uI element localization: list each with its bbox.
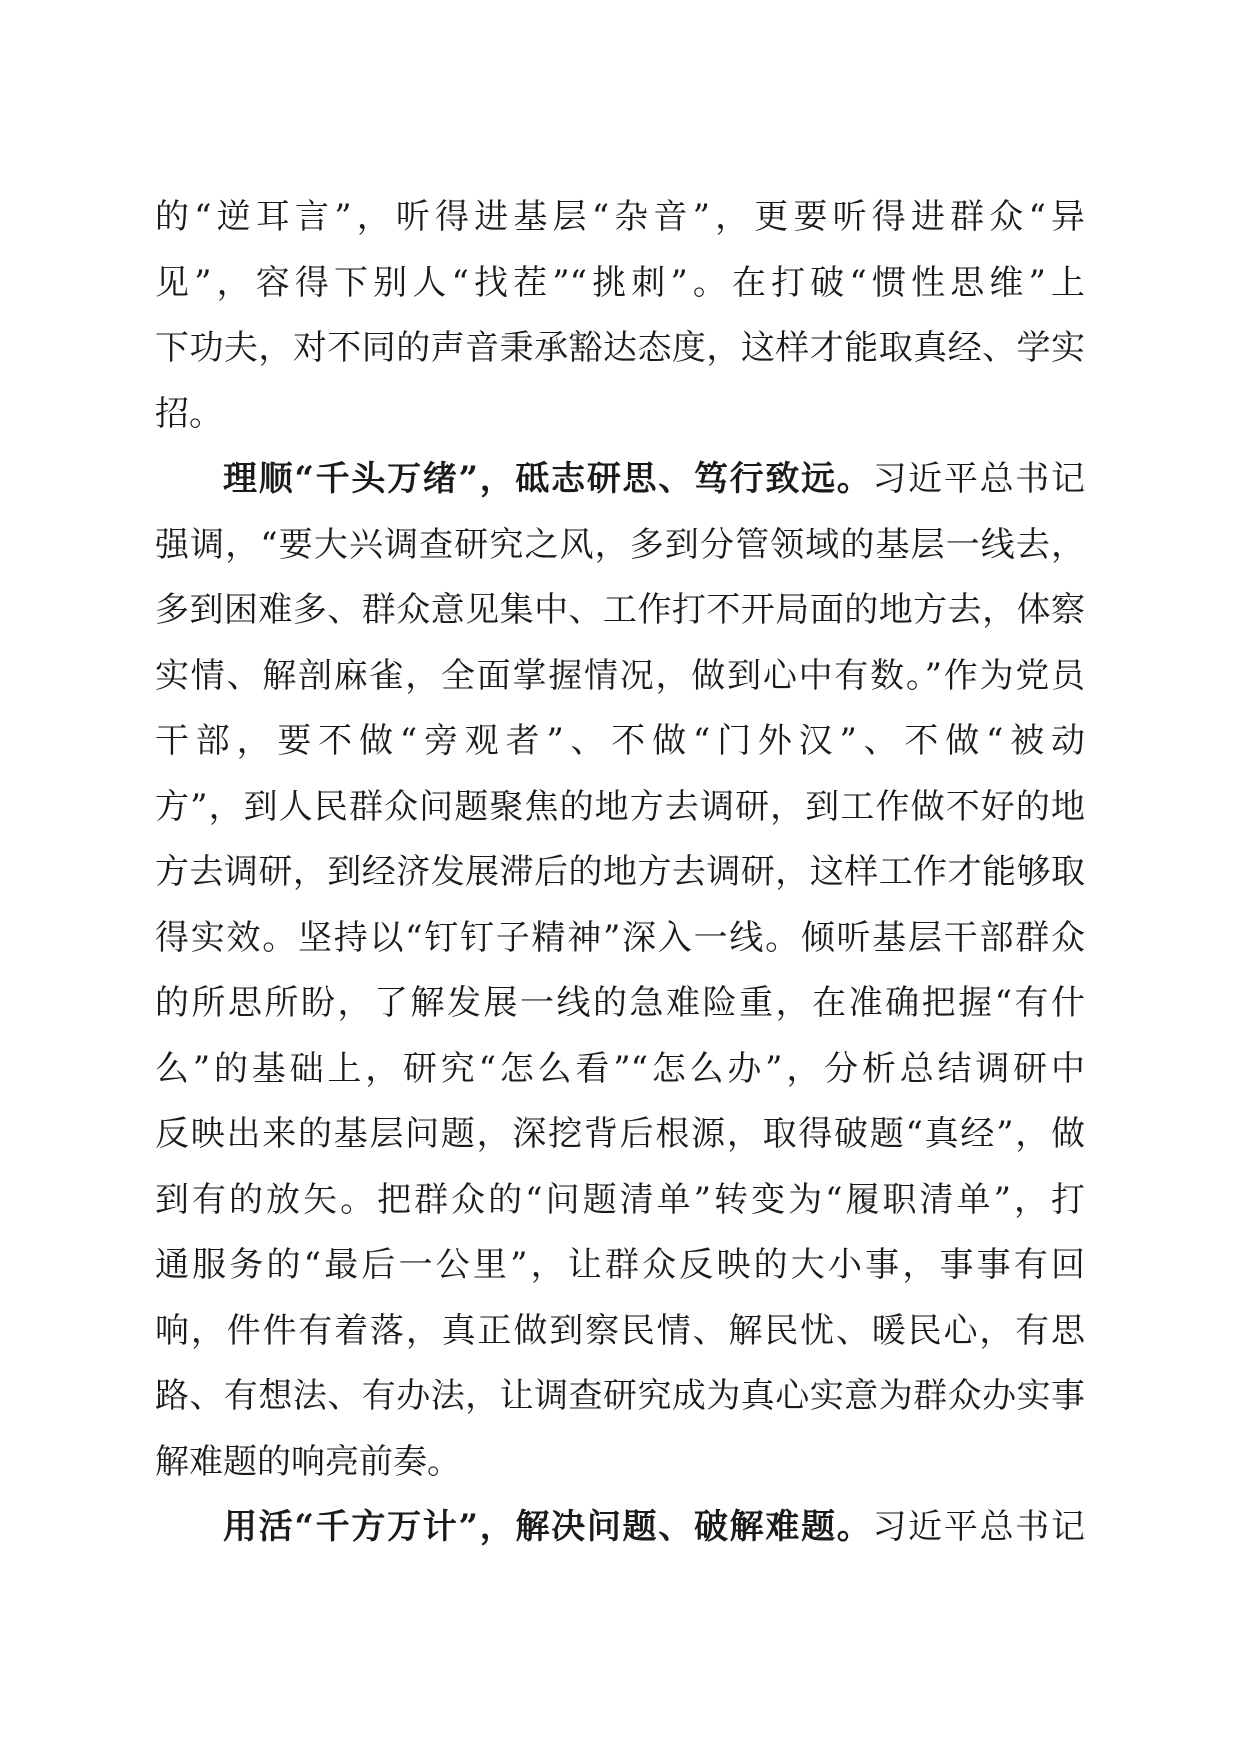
paragraph-2-line: 方去调研，到经济发展滞后的地方去调研，这样工作才能够取 (155, 852, 1085, 892)
paragraph-2-line: 到有的放矢。把群众的“问题清单”转变为“履职清单”，打 (155, 1179, 1085, 1220)
paragraph-2-line: 得实效。坚持以“钉钉子精神”深入一线。倾听基层干部群众 (155, 917, 1085, 958)
paragraph-2-last-line: 解难题的响亮前奏。 (155, 1441, 461, 1482)
paragraph-3-first-line (155, 1495, 1085, 1561)
paragraph-1-line-2: 见”，容得下别人“找茬”“挑刺”。在打破“惯性思维”上 (155, 262, 1085, 303)
paragraph-2-line: 干部，要不做“旁观者”、不做“门外汉”、不做“被动 (155, 721, 1085, 761)
paragraph-1-line-1: 的“逆耳言”，听得进基层“杂音”，更要听得进群众“异 (155, 197, 1085, 237)
paragraph-2-line: 通服务的“最后一公里”，让群众反映的大小事，事事有回 (155, 1245, 1085, 1285)
paragraph-2-line: 方”，到人民群众问题聚焦的地方去调研，到工作做不好的地 (155, 786, 1085, 827)
paragraph-2-line: 反映出来的基层问题，深挖背后根源，取得破题“真经”，做 (155, 1114, 1085, 1154)
paragraph-2-line: 强调，“要大兴调查研究之风，多到分管领域的基层一线去， (155, 524, 1085, 565)
paragraph-2-lead-heading: 理顺“千头万绪”，砥志研思、笃行致远。 (223, 459, 873, 499)
paragraph-2-line: 路、有想法、有办法，让调查研究成为真心实意为群众办实事 (155, 1376, 1085, 1416)
paragraph-3-first-line-rest: 习近平总书记 (872, 1507, 1085, 1547)
paragraph-2-line: 的所思所盼，了解发展一线的急难险重，在准确把握“有什 (155, 983, 1085, 1023)
paragraph-1-line-4: 招。 (155, 393, 223, 434)
paragraph-1 (155, 185, 1085, 447)
document-page (155, 185, 1085, 1561)
paragraph-3-lead-heading: 用活“千方万计”，解决问题、破解难题。 (223, 1507, 873, 1547)
paragraph-2-line: 实情、解剖麻雀，全面掌握情况，做到心中有数。”作为党员 (155, 655, 1085, 696)
paragraph-2-first-line (155, 447, 1085, 513)
paragraph-2-first-line-rest: 习近平总书记 (872, 459, 1085, 499)
paragraph-3 (155, 1495, 1085, 1561)
paragraph-2-line: 么”的基础上，研究“怎么看”“怎么办”，分析总结调研中 (155, 1048, 1085, 1089)
paragraph-2-line: 响，件件有着落，真正做到察民情、解民忧、暖民心，有思 (155, 1310, 1085, 1351)
paragraph-2 (155, 447, 1085, 1495)
paragraph-1-line-3: 下功夫，对不同的声音秉承豁达态度，这样才能取真经、学实 (155, 328, 1085, 368)
paragraph-2-line: 多到困难多、群众意见集中、工作打不开局面的地方去，体察 (155, 590, 1085, 630)
